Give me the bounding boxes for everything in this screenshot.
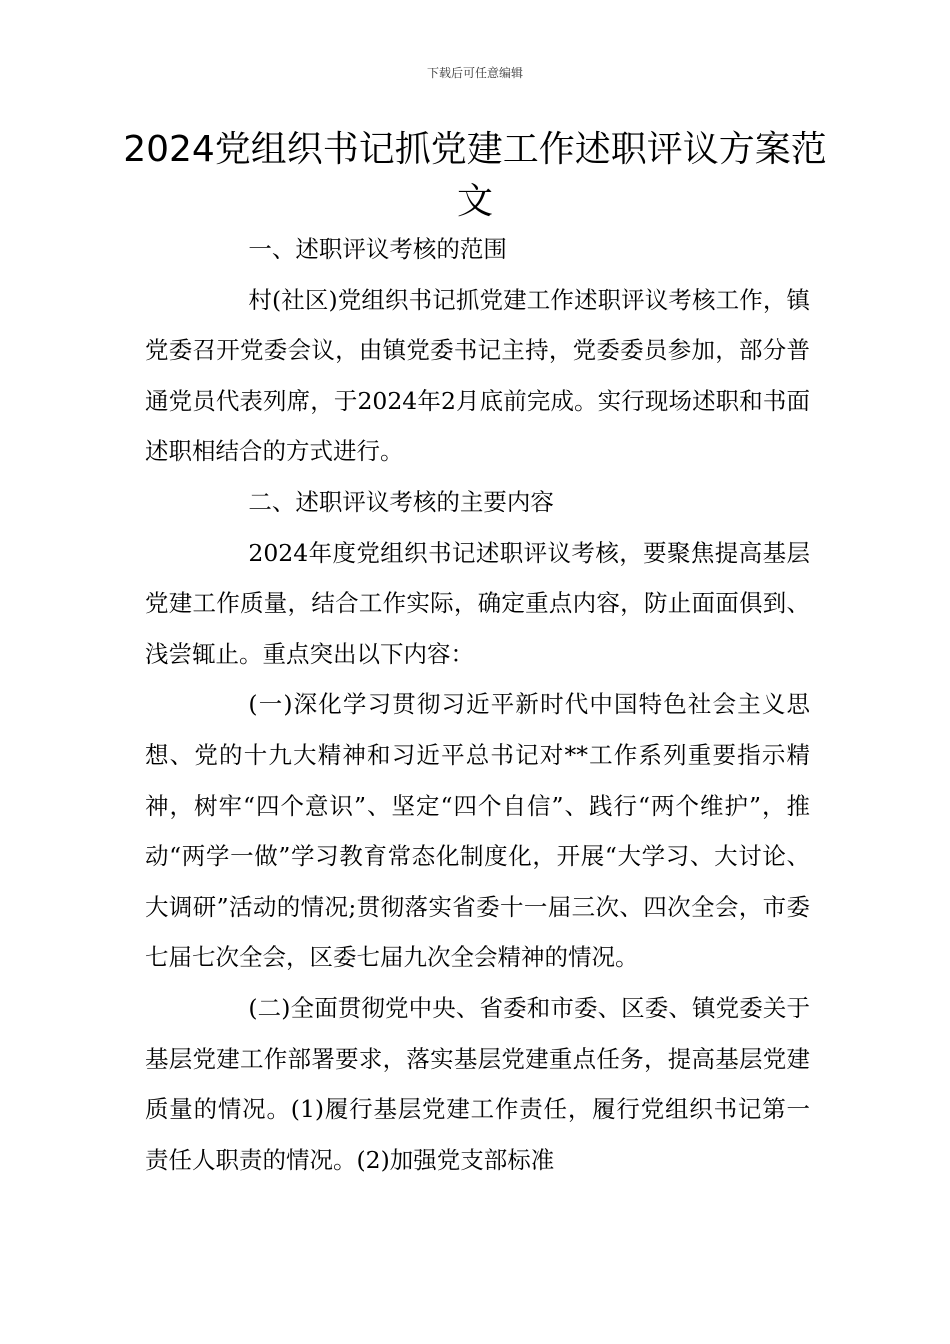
paragraph-item-1: (一)深化学习贯彻习近平新时代中国特色社会主义思想、党的十九大精神和习近平总书记对**工作系列重要指示精神，树牢“四个意识”、坚定“四个自信”、践行“两个维护”，推动“两学一做”学习教育常态化制度化，开展“大学习、大讨论、大调研”活动的情况;贯彻落实省委十一届三次、四次全会，市委七届七次全会，区委七届九次全会精神的情况。 bbox=[145, 690, 810, 972]
section-heading-1: 一、述职评议考核的范围 bbox=[248, 235, 507, 263]
paragraph-content-intro: 2024年度党组织书记述职评议考核，要聚焦提高基层党建工作质量，结合工作实际，确定重点内容，防止面面俱到、浅尝辄止。重点突出以下内容： bbox=[145, 538, 810, 668]
paragraph-item-2: (二)全面贯彻党中央、省委和市委、区委、镇党委关于基层党建工作部署要求，落实基层党建重点任务，提高基层党建质量的情况。(1)履行基层党建工作责任，履行党组织书记第一责任人职责的情况。(2)加强党支部标准 bbox=[145, 993, 810, 1174]
document-title: 2024党组织书记抓党建工作述职评议方案范文 bbox=[123, 129, 827, 222]
section-heading-2: 二、述职评议考核的主要内容 bbox=[248, 487, 554, 516]
document-body bbox=[145, 224, 810, 1185]
header-note: 下载后可任意编辑 bbox=[426, 66, 523, 80]
paragraph-scope: 村(社区)党组织书记抓党建工作述职评议考核工作，镇党委召开党委会议，由镇党委书记主持，党委委员参加，部分普通党员代表列席，于2024年2月底前完成。实行现场述职和书面述职相结合的方式进行。 bbox=[145, 285, 810, 466]
